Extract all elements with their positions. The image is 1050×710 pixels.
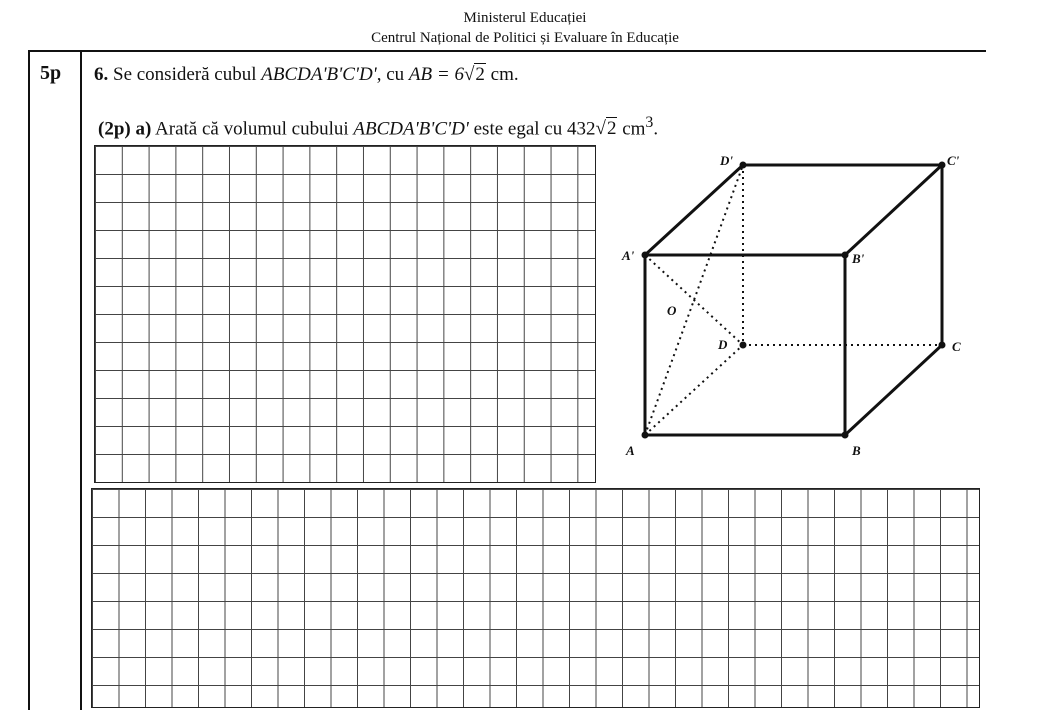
- edge-bc: [845, 345, 942, 435]
- problem-cube-name: ABCDA'B'C'D': [261, 64, 377, 85]
- sqrt-sign: √2: [595, 118, 617, 140]
- sqrt-sign: √2: [463, 64, 485, 85]
- problem-ab-lhs: AB = 6: [408, 64, 464, 85]
- subquestion-text-before: Arată că volumul cubului: [155, 118, 349, 140]
- problem-text-mid: , cu: [376, 64, 405, 85]
- center-header: Centrul Național de Politici și Evaluare în Educație: [371, 30, 679, 46]
- answer-grid-b[interactable]: [91, 488, 980, 708]
- subquestion-value-radicand: 2: [606, 118, 617, 140]
- subquestion-unit: cm: [622, 118, 646, 140]
- ministry-header: Ministerul Educației: [463, 10, 587, 26]
- answer-grid-a[interactable]: [94, 145, 596, 483]
- left-border: [28, 50, 30, 710]
- subquestion-text-mid: este egal cu: [473, 118, 563, 140]
- label-b1: B': [852, 251, 865, 266]
- label-a1: A': [622, 248, 635, 263]
- subquestion-a: [98, 114, 658, 140]
- subquestion-unit-power: 3: [645, 114, 654, 131]
- problem-statement: [94, 64, 519, 86]
- edge-a1d1: [645, 165, 743, 255]
- problem-ab-unit: cm.: [490, 64, 519, 85]
- subquestion-points: (2p): [98, 118, 131, 140]
- top-rule: [28, 50, 986, 52]
- problem-number: 6.: [94, 64, 109, 85]
- label-c: C: [952, 339, 961, 354]
- subquestion-cube-name: ABCDA'B'C'D': [353, 118, 469, 140]
- cube-figure: [600, 145, 1000, 465]
- label-a: A: [626, 443, 635, 458]
- label-b: B: [852, 443, 861, 458]
- points-column-divider: [80, 50, 82, 710]
- edge-ad: [645, 345, 743, 435]
- subquestion-end: .: [653, 118, 659, 140]
- label-c1: C': [947, 153, 960, 168]
- label-o: O: [667, 303, 677, 318]
- problem-ab-radicand: 2: [475, 64, 485, 85]
- subquestion-value: 432: [567, 118, 596, 140]
- subquestion-letter: a): [135, 118, 152, 140]
- label-d1: D': [720, 153, 733, 168]
- diagonal-a1d: [645, 255, 743, 345]
- edge-b1c1: [845, 165, 942, 255]
- label-d: D: [718, 337, 728, 352]
- problem-text-before: Se consideră cubul: [113, 64, 257, 85]
- points-label: 5p: [40, 62, 62, 84]
